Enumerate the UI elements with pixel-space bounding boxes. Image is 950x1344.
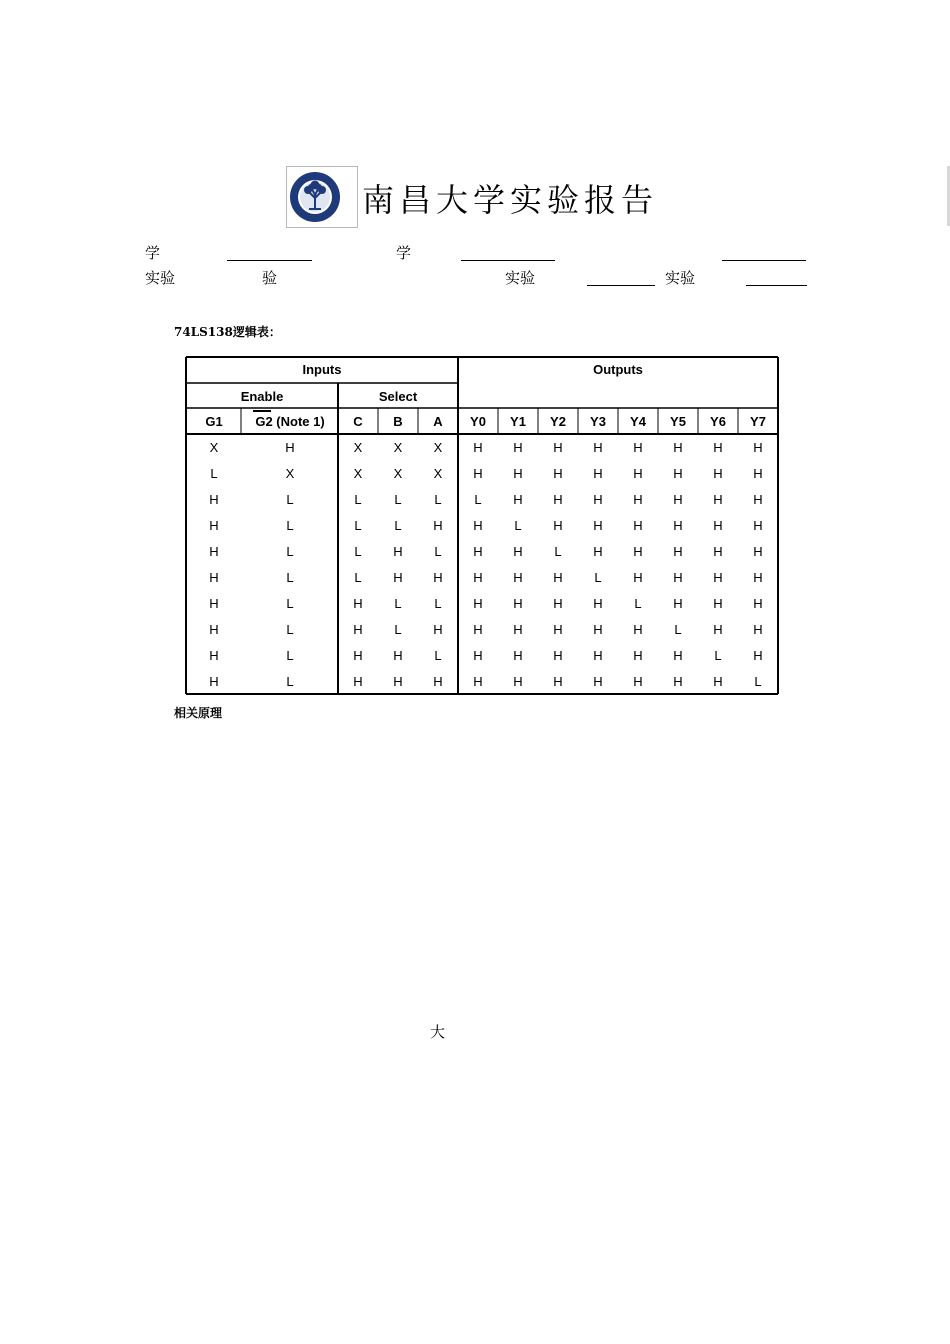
table-cell-r4-c12: H: [753, 544, 763, 559]
header-select: Select: [378, 389, 418, 404]
table-cell-r4-c4: L: [434, 544, 442, 559]
table-cell-r3-c5: H: [473, 518, 483, 533]
table-cell-r7-c10: L: [674, 622, 682, 637]
table-cell-r7-c8: H: [593, 622, 603, 637]
header-inputs: Inputs: [302, 362, 342, 377]
table-cell-r7-c11: H: [713, 622, 723, 637]
table-cell-r6-c2: H: [353, 596, 363, 611]
field-label-experiment-2: 验: [262, 269, 278, 287]
table-cell-r8-c11: L: [714, 648, 722, 663]
table-cell-r5-c11: H: [713, 570, 723, 585]
table-cell-r8-c2: H: [353, 648, 363, 663]
table-cell-r5-c0: H: [209, 570, 219, 585]
table-cell-r0-c1: H: [285, 440, 295, 455]
table-cell-r5-c4: H: [433, 570, 443, 585]
table-cell-r6-c6: H: [513, 596, 523, 611]
table-cell-r4-c1: L: [286, 544, 294, 559]
table-cell-r2-c11: H: [713, 492, 723, 507]
table-cell-r8-c7: H: [553, 648, 563, 663]
table-cell-r3-c8: H: [593, 518, 603, 533]
table-cell-r8-c8: H: [593, 648, 603, 663]
field-label-student: 学: [145, 244, 161, 262]
table-cell-r0-c10: H: [673, 440, 683, 455]
table-cell-r1-c8: H: [593, 466, 603, 481]
table-cell-r9-c3: H: [393, 674, 403, 689]
table-cell-r6-c5: H: [473, 596, 483, 611]
table-cell-r0-c0: X: [209, 440, 219, 455]
table-cell-r4-c3: H: [393, 544, 403, 559]
table-cell-r9-c11: H: [713, 674, 723, 689]
table-cell-r8-c3: H: [393, 648, 403, 663]
table-cell-r3-c1: L: [286, 518, 294, 533]
table-cell-r9-c8: H: [593, 674, 603, 689]
table-cell-r8-c5: H: [473, 648, 483, 663]
table-cell-r2-c12: H: [753, 492, 763, 507]
table-cell-r7-c7: H: [553, 622, 563, 637]
table-cell-r1-c7: H: [553, 466, 563, 481]
table-cell-r8-c0: H: [209, 648, 219, 663]
table-cell-r6-c4: L: [434, 596, 442, 611]
table-cell-r3-c12: H: [753, 518, 763, 533]
table-cell-r3-c7: H: [553, 518, 563, 533]
table-cell-r7-c2: H: [353, 622, 363, 637]
column-header-7: Y2: [550, 414, 566, 429]
table-cell-r5-c7: H: [553, 570, 563, 585]
table-cell-r9-c2: H: [353, 674, 363, 689]
table-cell-r4-c10: H: [673, 544, 683, 559]
table-cell-r3-c11: H: [713, 518, 723, 533]
table-cell-r7-c6: H: [513, 622, 523, 637]
column-header-5: Y0: [470, 414, 486, 429]
table-cell-r4-c8: H: [593, 544, 603, 559]
table-cell-r9-c0: H: [209, 674, 219, 689]
table-cell-r1-c1: X: [285, 466, 295, 481]
table-cell-r1-c4: X: [433, 466, 443, 481]
table-cell-r5-c5: H: [473, 570, 483, 585]
table-cell-r0-c3: X: [393, 440, 403, 455]
table-cell-r0-c9: H: [633, 440, 643, 455]
table-cell-r3-c10: H: [673, 518, 683, 533]
field-label-student-id: 学: [396, 244, 412, 262]
table-cell-r5-c3: H: [393, 570, 403, 585]
table-cell-r1-c0: L: [210, 466, 218, 481]
table-cell-r0-c11: H: [713, 440, 723, 455]
table-cell-r1-c9: H: [633, 466, 643, 481]
table-cell-r7-c3: L: [394, 622, 402, 637]
table-cell-r5-c8: L: [594, 570, 602, 585]
table-cell-r0-c6: H: [513, 440, 523, 455]
table-cell-r4-c6: H: [513, 544, 523, 559]
table-cell-r0-c8: H: [593, 440, 603, 455]
column-header-3: B: [393, 414, 403, 429]
table-cell-r4-c7: L: [554, 544, 562, 559]
table-cell-r2-c7: H: [553, 492, 563, 507]
table-cell-r6-c0: H: [209, 596, 219, 611]
table-cell-r9-c10: H: [673, 674, 683, 689]
table-cell-r5-c10: H: [673, 570, 683, 585]
table-cell-r6-c10: H: [673, 596, 683, 611]
table-cell-r3-c6: L: [514, 518, 522, 533]
table-cell-r1-c6: H: [513, 466, 523, 481]
table-cell-r3-c9: H: [633, 518, 643, 533]
column-header-8: Y3: [590, 414, 606, 429]
table-cell-r2-c0: H: [209, 492, 219, 507]
table-cell-r6-c12: H: [753, 596, 763, 611]
table-cell-r6-c7: H: [553, 596, 563, 611]
table-cell-r0-c7: H: [553, 440, 563, 455]
footer-character: 大: [430, 1023, 446, 1041]
table-cell-r2-c8: H: [593, 492, 603, 507]
table-cell-r2-c2: L: [354, 492, 362, 507]
table-cell-r7-c5: H: [473, 622, 483, 637]
table-cell-r9-c5: H: [473, 674, 483, 689]
table-cell-r2-c5: L: [474, 492, 482, 507]
table-cell-r4-c0: H: [209, 544, 219, 559]
table-cell-r9-c1: L: [286, 674, 294, 689]
table-cell-r1-c10: H: [673, 466, 683, 481]
table-cell-r1-c3: X: [393, 466, 403, 481]
column-header-2: C: [353, 414, 363, 429]
column-header-12: Y7: [750, 414, 766, 429]
table-cell-r1-c5: H: [473, 466, 483, 481]
table-cell-r9-c7: H: [553, 674, 563, 689]
table-cell-r1-c2: X: [353, 466, 363, 481]
section-label: 74LS138逻辑表：: [174, 325, 281, 339]
header-enable: Enable: [240, 389, 284, 404]
column-header-10: Y5: [670, 414, 686, 429]
table-cell-r8-c10: H: [673, 648, 683, 663]
section-label-cutoff: 相关原理: [174, 706, 223, 720]
table-cell-r2-c4: L: [434, 492, 442, 507]
table-cell-r2-c9: H: [633, 492, 643, 507]
column-header-11: Y6: [710, 414, 726, 429]
table-cell-r9-c12: L: [754, 674, 762, 689]
table-cell-r2-c1: L: [286, 492, 294, 507]
table-cell-r8-c9: H: [633, 648, 643, 663]
table-cell-r0-c2: X: [353, 440, 363, 455]
column-header-6: Y1: [510, 414, 526, 429]
table-cell-r3-c2: L: [354, 518, 362, 533]
table-cell-r0-c12: H: [753, 440, 763, 455]
table-cell-r4-c11: H: [713, 544, 723, 559]
page-title: 南昌大学实验报告: [362, 181, 659, 219]
table-cell-r7-c9: H: [633, 622, 643, 637]
table-cell-r5-c9: H: [633, 570, 643, 585]
table-cell-r7-c0: H: [209, 622, 219, 637]
table-cell-r6-c11: H: [713, 596, 723, 611]
column-header-4: A: [433, 414, 443, 429]
table-cell-r9-c6: H: [513, 674, 523, 689]
table-cell-r3-c0: H: [209, 518, 219, 533]
table-cell-r6-c1: L: [286, 596, 294, 611]
table-cell-r3-c3: L: [394, 518, 402, 533]
table-cell-r1-c11: H: [713, 466, 723, 481]
column-header-9: Y4: [630, 414, 646, 429]
table-cell-r7-c12: H: [753, 622, 763, 637]
table-cell-r7-c4: H: [433, 622, 443, 637]
table-cell-r4-c5: H: [473, 544, 483, 559]
table-cell-r9-c4: H: [433, 674, 443, 689]
table-cell-r6-c3: L: [394, 596, 402, 611]
table-cell-r5-c6: H: [513, 570, 523, 585]
table-cell-r5-c2: L: [354, 570, 362, 585]
field-label-experiment-4: 实验: [665, 269, 696, 287]
table-cell-r1-c12: H: [753, 466, 763, 481]
column-header-1: G2 (Note 1): [255, 414, 325, 429]
table-cell-r2-c6: H: [513, 492, 523, 507]
column-header-0: G1: [205, 414, 223, 429]
table-cell-r8-c6: H: [513, 648, 523, 663]
table-cell-r5-c12: H: [753, 570, 763, 585]
table-cell-r2-c10: H: [673, 492, 683, 507]
table-cell-r8-c1: L: [286, 648, 294, 663]
table-cell-r0-c5: H: [473, 440, 483, 455]
table-cell-r5-c1: L: [286, 570, 294, 585]
header-outputs: Outputs: [593, 362, 643, 377]
field-label-experiment-3: 实验: [505, 269, 536, 287]
table-cell-r8-c12: H: [753, 648, 763, 663]
table-cell-r8-c4: L: [434, 648, 442, 663]
table-cell-r4-c2: L: [354, 544, 362, 559]
table-cell-r0-c4: X: [433, 440, 443, 455]
table-cell-r6-c8: H: [593, 596, 603, 611]
table-cell-r4-c9: H: [633, 544, 643, 559]
table-cell-r9-c9: H: [633, 674, 643, 689]
table-cell-r3-c4: H: [433, 518, 443, 533]
table-cell-r2-c3: L: [394, 492, 402, 507]
field-label-experiment: 实验: [145, 269, 176, 287]
table-cell-r6-c9: L: [634, 596, 642, 611]
table-cell-r7-c1: L: [286, 622, 294, 637]
